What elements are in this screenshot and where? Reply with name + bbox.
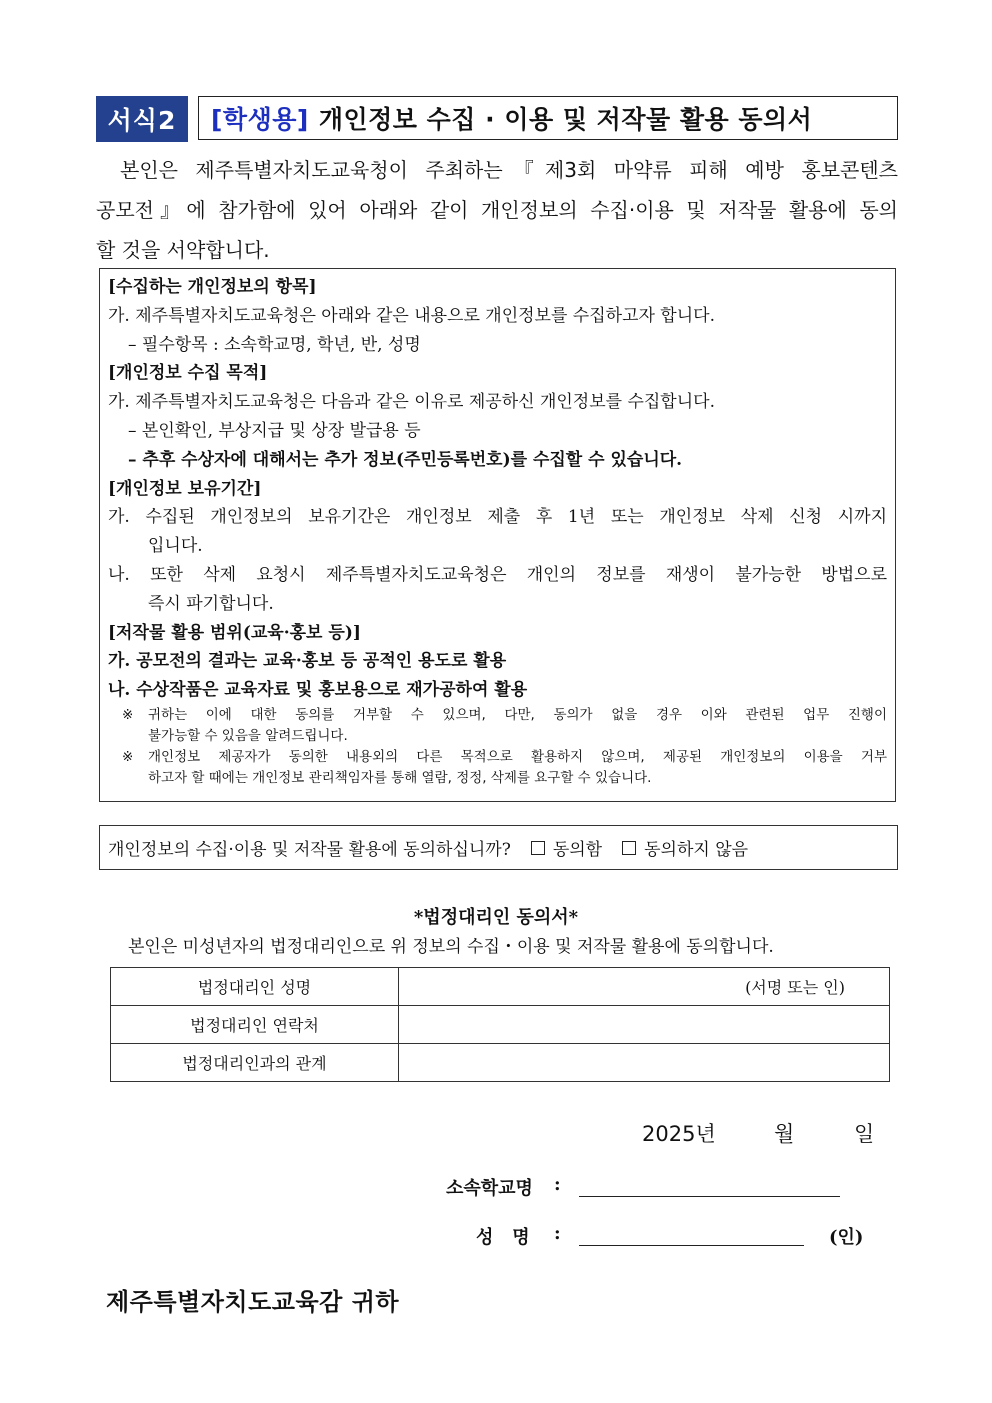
reference-mark-icon: ※ — [122, 706, 134, 723]
table-row — [111, 1006, 890, 1044]
student-name-line[interactable] — [579, 1245, 804, 1246]
legal-rep-relation-field[interactable] — [399, 1044, 890, 1082]
disagree-checkbox[interactable] — [622, 841, 636, 855]
legal-rep-table — [110, 967, 890, 1082]
intro-line-2: 공모전』에 참가함에 있어 아래와 같이 개인정보의 수집·이용 및 저작물 활용에 동의 — [96, 198, 898, 222]
student-name-label: 성 명 — [476, 1227, 530, 1248]
table-row — [111, 968, 890, 1006]
date-year: 2025년 — [642, 1122, 716, 1146]
student-name-colon: : — [554, 1223, 561, 1244]
legal-rep-contact-label: 법정대리인 연락처 — [111, 1006, 399, 1044]
section-items-text: 가. 제주특별자치도교육청은 아래와 같은 내용으로 개인정보를 수집하고자 합니다. — [108, 305, 715, 326]
notice-note-1-line-a: 귀하는 이에 대한 동의를 거부할 수 있으며, 다만, 동의가 없을 경우 이와 관련된 업무 진행이 — [148, 706, 887, 723]
notice-note-2-line-b: 하고자 할 때에는 개인정보 관리책임자를 통해 열람, 정정, 삭제를 요구할 수 있습니다. — [148, 769, 652, 786]
notice-note-1 — [122, 705, 887, 747]
date-month: 월 — [774, 1122, 795, 1146]
legal-rep-description: 본인은 미성년자의 법정대리인으로 위 정보의 수집・이용 및 저작물 활용에 동의합니다. — [128, 937, 774, 957]
section-retention-text-1a: 가. 수집된 개인정보의 보유기간은 개인정보 제출 후 1년 또는 개인정보 삭제 신청 시까지 — [108, 507, 887, 528]
privacy-info-box — [99, 268, 896, 802]
legal-rep-relation-label: 법정대리인과의 관계 — [111, 1044, 399, 1082]
section-items-sub: – 필수항목 : 소속학교명, 학년, 반, 성명 — [128, 334, 421, 355]
notice-note-1-line-b: 불가능할 수 있음을 알려드립니다. — [148, 727, 348, 744]
date-day: 일 — [854, 1122, 875, 1146]
school-name-line[interactable] — [579, 1196, 840, 1197]
section-retention-text-2b: 즉시 파기합니다. — [148, 593, 274, 614]
agree-label: 동의함 — [552, 840, 603, 860]
legal-rep-title: *법정대리인 동의서* — [413, 907, 579, 928]
consent-question-box — [99, 825, 898, 870]
agree-checkbox[interactable] — [531, 841, 545, 855]
title-tag: [학생용] — [211, 105, 309, 134]
section-heading-items: [수집하는 개인정보의 항목] — [108, 277, 317, 297]
legal-rep-contact-field[interactable] — [399, 1006, 890, 1044]
notice-note-2-line-a: 개인정보 제공자가 동의한 내용외의 다른 목적으로 활용하지 않으며, 제공된 개인정보의 이용을 거부 — [148, 748, 887, 765]
section-usage-text-2: 나. 수상작품은 교육자료 및 홍보용으로 재가공하여 활용 — [108, 680, 528, 701]
notice-notes — [108, 705, 887, 789]
legal-rep-name-label: 법정대리인 성명 — [111, 968, 399, 1006]
consent-question: 개인정보의 수집·이용 및 저작물 활용에 동의하십니까? — [108, 840, 511, 860]
seal-mark: (인) — [829, 1227, 864, 1248]
section-retention-text-2a: 나. 또한 삭제 요청시 제주특별자치도교육청은 개인의 정보를 재생이 불가능한 방법으로 — [108, 564, 887, 585]
section-usage-text-1: 가. 공모전의 결과는 교육·홍보 등 공적인 용도로 활용 — [108, 651, 507, 672]
legal-rep-name-field[interactable]: (서명 또는 인) — [399, 968, 890, 1006]
intro-line-3: 할 것을 서약합니다. — [96, 238, 270, 262]
section-heading-retention: [개인정보 보유기간] — [108, 478, 262, 499]
section-purpose-text: 가. 제주특별자치도교육청은 다음과 같은 이유로 제공하신 개인정보를 수집합니다. — [108, 392, 715, 413]
recipient: 제주특별자치도교육감 귀하 — [106, 1288, 400, 1316]
section-purpose-sub-2: – 추후 수상자에 대해서는 추가 정보(주민등록번호)를 수집할 수 있습니다. — [128, 449, 683, 470]
form-number-badge: 서식2 — [96, 96, 188, 142]
notice-note-2 — [122, 747, 887, 789]
section-purpose-sub-1: – 본인확인, 부상지급 및 상장 발급용 등 — [128, 420, 421, 441]
document-title: 개인정보 수집 · 이용 및 저작물 활용 동의서 — [318, 105, 813, 134]
intro-line-1: 본인은 제주특별자치도교육청이 주최하는『제3회 마약류 피해 예방 홍보콘텐츠 — [120, 158, 898, 182]
school-name-label: 소속학교명 — [446, 1178, 533, 1199]
intro-paragraph — [96, 150, 898, 270]
document-title-box — [198, 96, 898, 140]
section-heading-usage: [저작물 활용 범위(교육·홍보 등)] — [108, 622, 361, 643]
disagree-label: 동의하지 않음 — [644, 840, 749, 860]
school-name-colon: : — [554, 1174, 561, 1195]
section-heading-purpose: [개인정보 수집 목적] — [108, 363, 268, 384]
reference-mark-icon: ※ — [122, 748, 134, 765]
section-retention-text-1b: 입니다. — [148, 536, 203, 557]
table-row — [111, 1044, 890, 1082]
